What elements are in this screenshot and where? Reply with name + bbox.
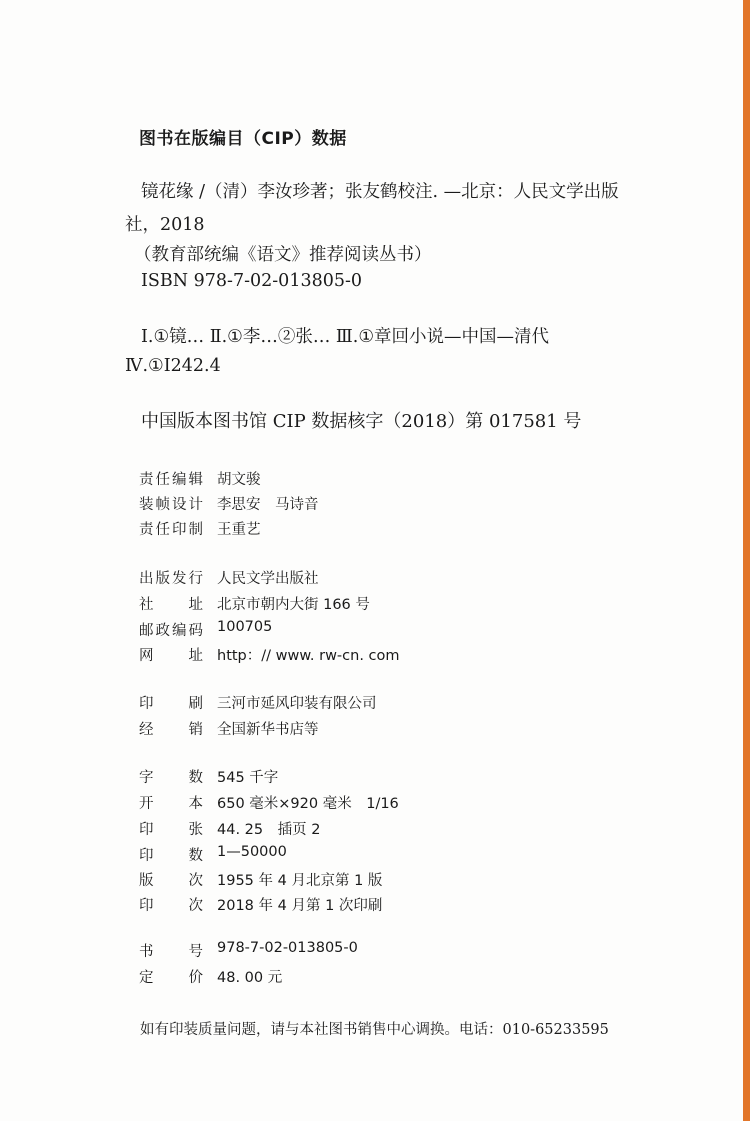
page-edge — [743, 0, 750, 1121]
isbn-value: 978-7-02-013805-0 — [217, 940, 358, 956]
field-value: 胡文骏 — [217, 472, 261, 488]
field-label: 开 本 — [139, 796, 203, 812]
field-label: 书 号 — [139, 944, 203, 960]
field-value: 王重艺 — [217, 522, 261, 538]
cip-line-series: （教育部统编《语文》推荐阅读丛书） — [134, 245, 432, 265]
field-value: 北京市朝内大街 166 号 — [217, 597, 370, 613]
field-label: 社 址 — [139, 597, 203, 613]
cip-verification: 中国版本图书馆 CIP 数据核字（2018）第 017581 号 — [141, 411, 582, 432]
field-label: 出版发行 — [139, 571, 203, 587]
field-value: 100705 — [217, 619, 273, 635]
cip-line-year: 社，2018 — [125, 215, 205, 235]
field-label: 印 张 — [139, 822, 203, 838]
price-value: 48. 00 元 — [217, 970, 283, 986]
field-value: 2018 年 4 月第 1 次印刷 — [217, 898, 383, 914]
cip-classification-1: Ⅰ.①镜… Ⅱ.①李…②张… Ⅲ.①章回小说—中国—清代 — [141, 327, 550, 347]
field-value: 三河市延风印装有限公司 — [217, 696, 377, 712]
field-value: 李思安 马诗音 — [217, 497, 319, 513]
field-label: 装帧设计 — [139, 497, 203, 513]
field-label: 经 销 — [139, 722, 203, 738]
field-value: 1—50000 — [217, 844, 287, 860]
cip-line-title: 镜花缘 /（清）李汝珍著；张友鹤校注. —北京：人民文学出版 — [141, 182, 619, 202]
cip-classification-2: Ⅳ.①I242.4 — [125, 356, 221, 376]
field-label: 责任印制 — [139, 522, 203, 538]
field-value: 全国新华书店等 — [217, 722, 319, 738]
field-label: 网 址 — [139, 648, 203, 664]
service-notice: 如有印装质量问题，请与本社图书销售中心调换。电话：010-65233595 — [140, 1022, 609, 1038]
cip-line-isbn: ISBN 978-7-02-013805-0 — [141, 271, 363, 291]
field-value: 1955 年 4 月北京第 1 版 — [217, 873, 383, 889]
field-value: 人民文学出版社 — [217, 571, 319, 587]
field-value: 545 千字 — [217, 770, 279, 786]
cip-title: 图书在版编目（CIP）数据 — [139, 129, 347, 149]
website-url: http：// www. rw-cn. com — [217, 648, 400, 664]
field-label: 印 刷 — [139, 696, 203, 712]
field-label: 责任编辑 — [139, 472, 203, 488]
field-label: 字 数 — [139, 770, 203, 786]
field-value: 650 毫米×920 毫米 1/16 — [217, 796, 399, 812]
field-label: 版 次 — [139, 873, 203, 889]
field-label: 印 次 — [139, 898, 203, 914]
field-value: 44. 25 插页 2 — [217, 822, 321, 838]
field-label: 邮政编码 — [139, 623, 203, 639]
field-label: 定 价 — [139, 970, 203, 986]
field-label: 印 数 — [139, 848, 203, 864]
